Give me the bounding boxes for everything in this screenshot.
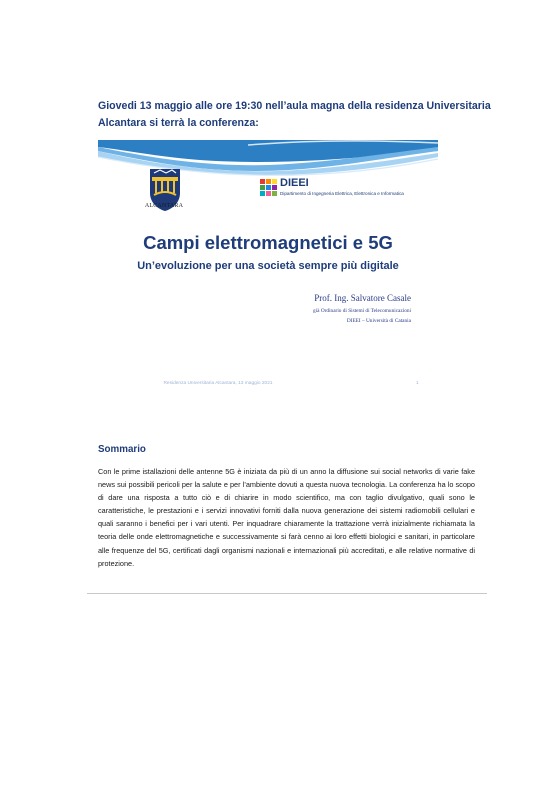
sommario-heading: Sommario <box>98 444 146 455</box>
slide-page-number: 1 <box>416 381 419 386</box>
slide-footer: Residenza Universitaria Alcantara, 13 maggio 2021 <box>163 381 273 386</box>
dieei-logo-icon <box>260 179 278 197</box>
intro-announcement <box>98 98 491 132</box>
divider <box>87 593 487 594</box>
speaker-role-2: DIEEI – Università di Catania <box>346 318 411 324</box>
alcantara-logo-icon <box>146 167 184 217</box>
alcantara-label: ALCANTARA <box>144 203 184 209</box>
speaker-name: Prof. Ing. Salvatore Casale <box>314 293 411 303</box>
intro-line-2: Alcantara si terrà la conferenza: <box>98 117 259 129</box>
dieei-label: DIEEI <box>280 177 309 189</box>
sommario-body: Con le prime istallazioni delle antenne 5G è iniziata da più di un anno la diffusione sui social networks di varie fake news sui possibili pericoli per la salute e per l’ambiente dovuti a questa nuova tecnologia. La conferenza ha lo scopo di dare una risposta a tutto ciò e di chiarire in modo scientifico, ma con taglio divulgativo, quali sono le caratteristiche, le prestazioni e i servizi innovativi forniti dalla nuova generazione dei sistemi radiomobili cellulari e quali saranno i benefici per i vari utenti. Per inquadrare chiaramente la trattazione verrà inizialmente richiamata la teoria delle onde elettromagnetiche e successivamente si farà cenno ai loro effetti biologici e sanitari, in particolare alle frequenze del 5G, certificati dagli organismi nazionali e internazionali più accreditati, e alle relative normative di protezione. <box>98 467 475 568</box>
dieei-subtitle: Dipartimento di Ingegneria Elettrica, Elettronica e Informatica <box>280 191 404 196</box>
speaker-role-1: già Ordinario di Sistemi di Telecomunicazioni <box>313 308 411 314</box>
slide-title: Campi elettromagnetici e 5G <box>143 232 393 253</box>
slide-subtitle: Un’evoluzione per una società sempre più digitale <box>137 260 399 272</box>
intro-line-1: Giovedi 13 maggio alle ore 19:30 nell’aula magna della residenza Universitaria <box>98 100 491 112</box>
conference-slide <box>98 137 438 395</box>
